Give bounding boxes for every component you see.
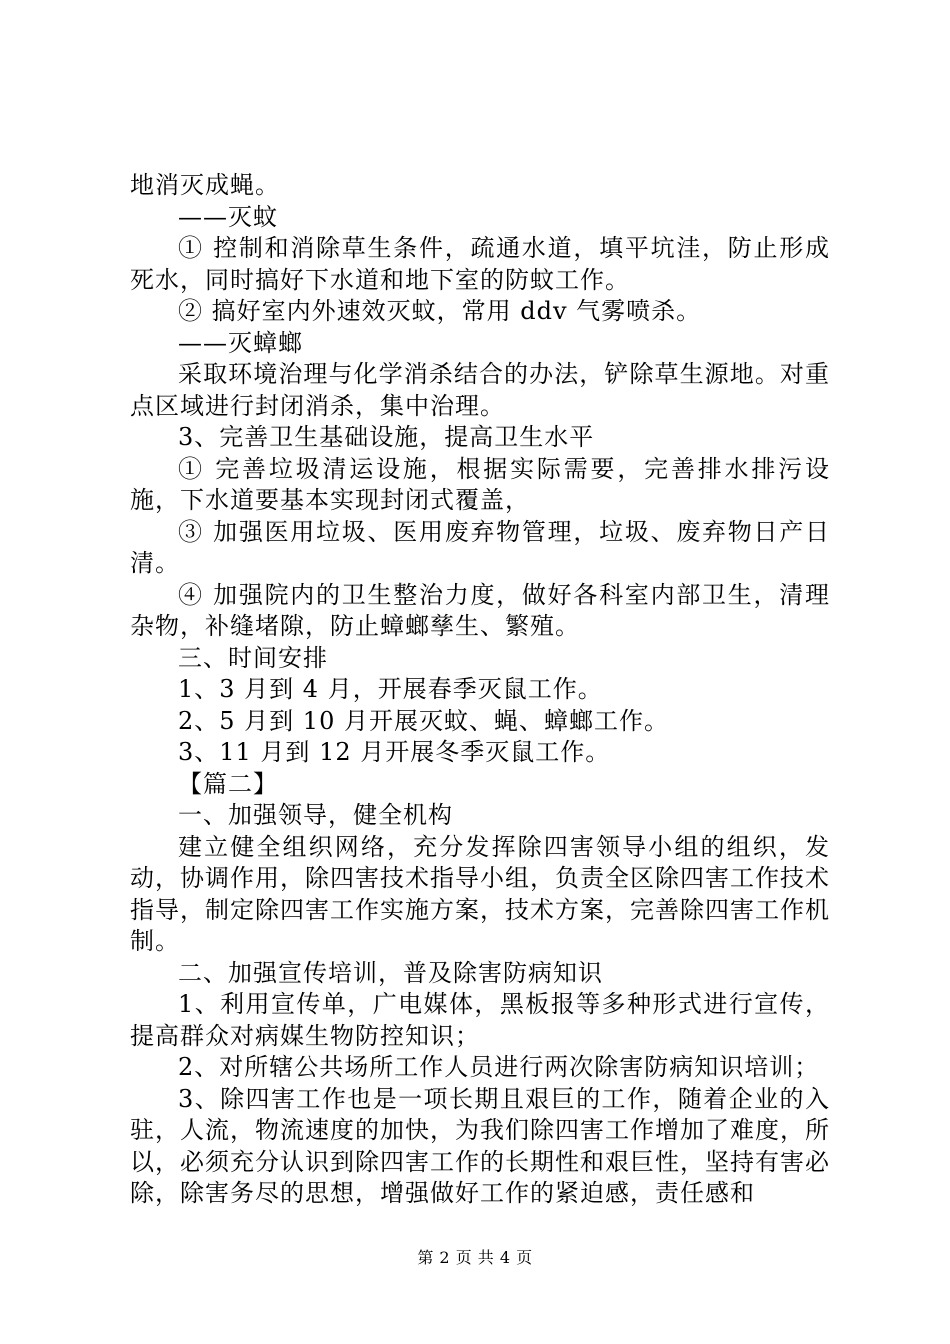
paragraph: 【篇二】 — [178, 769, 278, 798]
paragraph: ——灭蟑螂 — [178, 328, 303, 357]
paragraph: 三、时间安排 — [178, 643, 328, 672]
document-body — [130, 170, 830, 1210]
page-footer: 第 2 页 共 4 页 — [417, 1248, 533, 1267]
paragraph: ① 控制和消除草生条件，疏通水道，填平坑洼，防止形成死水，同时搞好下水道和地下室的防蚊工作。 — [130, 234, 830, 294]
paragraph: 二、加强宣传培训，普及除害防病知识 — [178, 958, 603, 987]
paragraph: 1、利用宣传单，广电媒体，黑板报等多种形式进行宣传，提高群众对病媒生物防控知识； — [130, 990, 830, 1050]
paragraph: ——灭蚊 — [178, 202, 278, 231]
paragraph: 2、5 月到 10 月开展灭蚊、蝇、蟑螂工作。 — [178, 706, 669, 735]
paragraph: 一、加强领导，健全机构 — [178, 801, 453, 829]
paragraph: 地消灭成蝇。 — [130, 171, 280, 199]
paragraph: 采取环境治理与化学消杀结合的办法，铲除草生源地。对重点区域进行封闭消杀，集中治理。 — [130, 360, 830, 420]
paragraph: ② 搞好室内外速效灭蚊，常用 ddv 气雾喷杀。 — [178, 297, 702, 325]
paragraph: ① 完善垃圾清运设施，根据实际需要，完善排水排污设施，下水道要基本实现封闭式覆盖， — [130, 454, 830, 514]
paragraph: ③ 加强医用垃圾、医用废弃物管理，垃圾、废弃物日产日清。 — [130, 517, 830, 577]
paragraph: 3、11 月到 12 月开展冬季灭鼠工作。 — [178, 738, 611, 766]
paragraph: 2、对所辖公共场所工作人员进行两次除害防病知识培训； — [178, 1053, 820, 1081]
paragraph: 建立健全组织网络，充分发挥除四害领导小组的组织，发动，协调作用，除四害技术指导小组，负责全区除四害工作技术指导，制定除四害工作实施方案，技术方案，完善除四害工作机制。 — [130, 832, 830, 955]
paragraph: 3、除四害工作也是一项长期且艰巨的工作，随着企业的入驻，人流，物流速度的加快，为我们除四害工作增加了难度，所以，必须充分认识到除四害工作的长期性和艰巨性，坚持有害必除，除害务尽的思想，增强做好工作的紧迫感，责任感和 — [130, 1084, 830, 1207]
paragraph: 3、完善卫生基础设施，提高卫生水平 — [178, 423, 595, 451]
paragraph: ④ 加强院内的卫生整治力度，做好各科室内部卫生，清理杂物，补缝堵隙，防止蟑螂孳生、繁殖。 — [130, 580, 830, 640]
paragraph: 1、3 月到 4 月，开展春季灭鼠工作。 — [178, 675, 603, 703]
